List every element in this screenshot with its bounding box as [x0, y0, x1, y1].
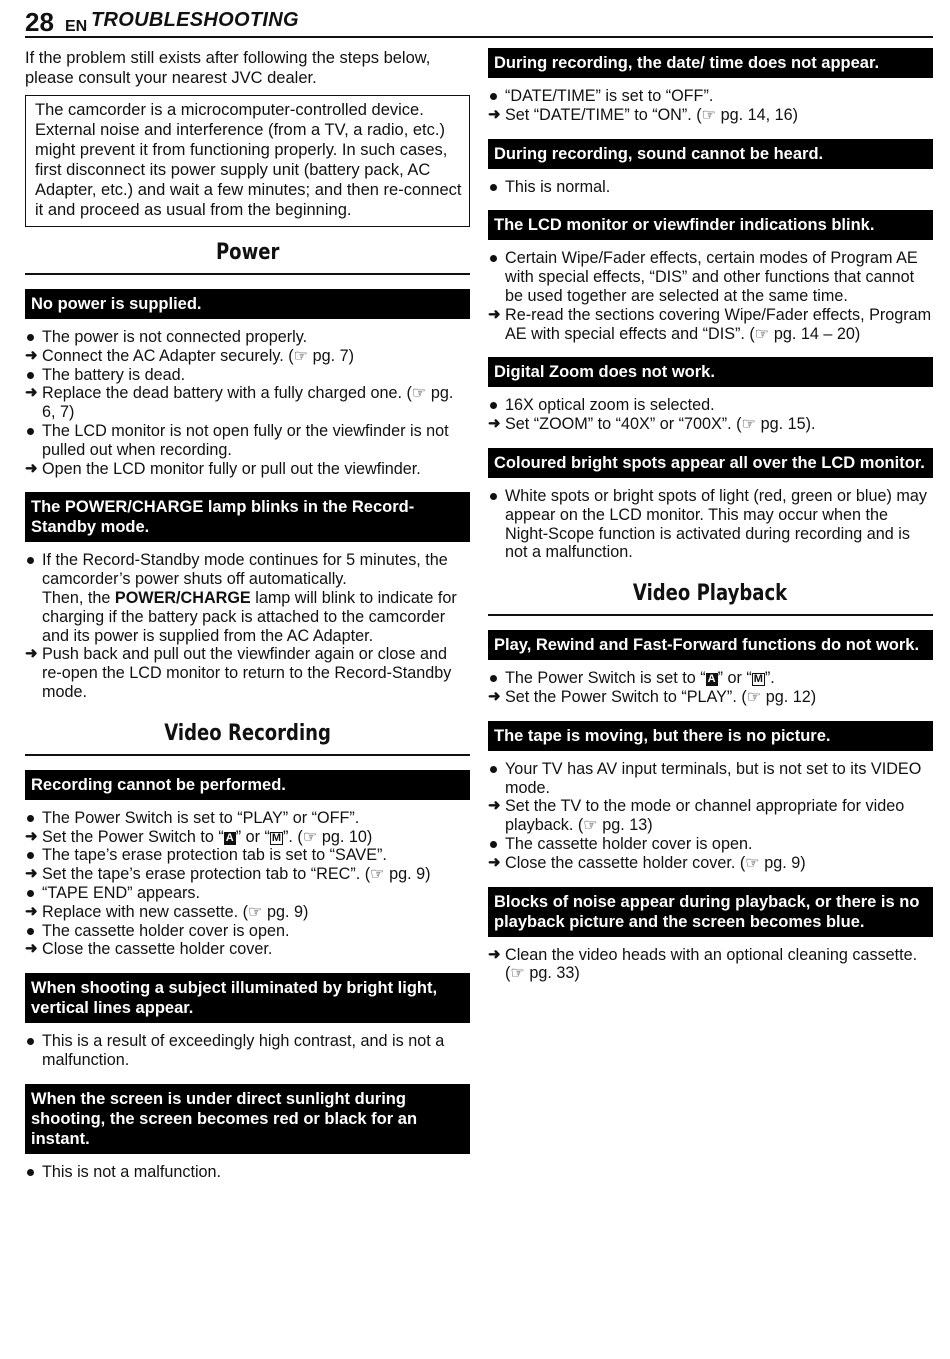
arrow-icon: ➜ — [488, 945, 501, 963]
problem-heading: Blocks of noise appear during playback, or there is no playback picture and the screen becomes blue. — [488, 887, 933, 937]
section-title: Video Playback — [633, 581, 788, 607]
problem-list — [488, 669, 933, 707]
bullet-icon — [27, 557, 34, 564]
arrow-icon: ➜ — [488, 797, 501, 815]
arrow-icon: ➜ — [488, 853, 501, 871]
remedy-item: ➜ Set the tape’s erase protection tab to “REC”. (☞ pg. 9) — [25, 865, 431, 884]
problem-list — [25, 809, 470, 959]
remedy-item: ➜ Close the cassette holder cover. (☞ pg. 9) — [488, 853, 806, 872]
remedy-item: ➜ Clean the video heads with an optional cleaning cassette. (☞ pg. 33) — [488, 945, 918, 983]
manual-mode-icon: M — [271, 831, 282, 844]
problem-list — [488, 178, 933, 197]
lamp-name: POWER/CHARGE — [114, 588, 251, 607]
remedy-item: ➜ Set “ZOOM” to “40X” or “700X”. (☞ pg. 15). — [488, 415, 816, 434]
arrow-icon: ➜ — [25, 384, 38, 402]
cause-item: The Power Switch is set to “ A ” or “ M ”. — [488, 669, 933, 688]
section-heading: TROUBLESHOOTING — [91, 9, 299, 31]
cause-item: This is not a malfunction. — [25, 1163, 470, 1182]
bullet-icon — [27, 428, 34, 435]
arrow-icon: ➜ — [25, 940, 38, 958]
page-number: 28 — [25, 7, 54, 37]
problem-heading: During recording, the date/ time does not appear. — [488, 48, 933, 78]
problem-heading: Play, Rewind and Fast-Forward functions do not work. — [488, 630, 933, 660]
bullet-icon — [27, 890, 34, 897]
section-title: Power — [215, 240, 280, 265]
remedy-item: ➜ Set “DATE/TIME” to “ON”. (☞ pg. 14, 16) — [488, 105, 799, 124]
bullet-icon — [27, 1038, 34, 1045]
arrow-icon: ➜ — [25, 645, 38, 663]
arrow-icon: ➜ — [488, 415, 501, 433]
remedy-item: ➜ Set the Power Switch to “ A ” or “ M ”. (☞ pg. 10) — [25, 827, 373, 846]
cause-item: The tape’s erase protection tab is set to “SAVE”. — [25, 846, 470, 865]
problem-heading: The tape is moving, but there is no picture. — [488, 721, 933, 751]
auto-mode-icon: A — [225, 831, 234, 844]
bullet-icon — [490, 184, 497, 191]
problem-list — [488, 487, 933, 562]
problem-list — [25, 551, 470, 701]
arrow-icon: ➜ — [488, 687, 501, 705]
bullet-icon — [27, 928, 34, 935]
problem-heading: Recording cannot be performed. — [25, 770, 470, 800]
bullet-icon — [490, 93, 497, 100]
section-power — [25, 235, 470, 275]
problem-list — [25, 1032, 470, 1070]
bullet-icon — [27, 334, 34, 341]
arrow-icon: ➜ — [25, 902, 38, 920]
arrow-icon: ➜ — [25, 459, 38, 477]
problem-list — [488, 249, 933, 343]
problem-list — [25, 1163, 470, 1182]
cause-item: “DATE/TIME” is set to “OFF”. — [488, 87, 933, 106]
problem-heading: When the screen is under direct sunlight during shooting, the screen becomes red or black for an instant. — [25, 1084, 470, 1154]
problem-heading: Coloured bright spots appear all over the LCD monitor. — [488, 448, 933, 478]
remedy-item: ➜ Connect the AC Adapter securely. (☞ pg. 7) — [25, 346, 355, 365]
bullet-icon — [490, 402, 497, 409]
cause-item: The cassette holder cover is open. — [25, 922, 470, 941]
cause-item: Certain Wipe/Fader effects, certain modes of Program AE with special effects, “DIS” and other functions that cannot be used together are selected at the same time. — [488, 249, 933, 305]
remedy-item: ➜ Close the cassette holder cover. — [25, 940, 273, 959]
left-column — [25, 48, 470, 1196]
arrow-icon: ➜ — [25, 827, 38, 845]
remedy-item: ➜ Push back and pull out the viewfinder again or close and re-open the LCD monitor to return to the Record-Standby mode. — [25, 645, 452, 701]
auto-mode-icon: A — [707, 673, 716, 686]
bullet-icon — [27, 815, 34, 822]
remedy-item: ➜ Replace the dead battery with a fully charged one. (☞ pg. 6, 7) — [25, 384, 454, 422]
section-title: Video Recording — [164, 720, 331, 746]
remedy-item: ➜ Set the TV to the mode or channel appropriate for video playback. (☞ pg. 13) — [488, 797, 905, 835]
cause-item: This is normal. — [488, 178, 933, 197]
problem-heading: During recording, sound cannot be heard. — [488, 139, 933, 169]
arrow-icon: ➜ — [25, 346, 38, 364]
arrow-icon: ➜ — [488, 105, 501, 123]
bullet-icon — [490, 766, 497, 773]
section-video-recording — [25, 716, 470, 756]
remedy-item: ➜ Set the Power Switch to “PLAY”. (☞ pg. 12) — [488, 687, 817, 706]
problem-list — [488, 946, 933, 984]
problem-list — [488, 87, 933, 125]
cause-item: “TAPE END” appears. — [25, 884, 470, 903]
language-code: EN — [65, 18, 88, 35]
bullet-icon — [27, 1169, 34, 1176]
cause-item: The Power Switch is set to “PLAY” or “OFF”. — [25, 809, 470, 828]
remedy-item: ➜ Re-read the sections covering Wipe/Fader effects, Program AE with special effects and “DIS”. (☞ pg. 14 – 20) — [488, 305, 932, 343]
cause-item: This is a result of exceedingly high contrast, and is not a malfunction. — [25, 1032, 470, 1070]
problem-heading: Digital Zoom does not work. — [488, 357, 933, 387]
cause-item: Your TV has AV input terminals, but is not set to its VIDEO mode. — [488, 760, 933, 798]
cause-item: White spots or bright spots of light (red, green or blue) may appear on the LCD monitor. This may occur when the Night-Scope function is activated during recording and is not a malfunction. — [488, 487, 933, 562]
cause-item: 16X optical zoom is selected. — [488, 396, 933, 415]
bullet-icon — [490, 493, 497, 500]
cause-item: The LCD monitor is not open fully or the viewfinder is not pulled out when recording. — [25, 422, 470, 460]
arrow-icon: ➜ — [25, 865, 38, 883]
bullet-icon — [27, 852, 34, 859]
problem-heading: The LCD monitor or viewfinder indications blink. — [488, 210, 933, 240]
bullet-icon — [490, 841, 497, 848]
intro-text: If the problem still exists after following the steps below, please consult your nearest JVC dealer. — [25, 49, 431, 87]
problem-list — [488, 396, 933, 434]
cause-item: The power is not connected properly. — [25, 328, 470, 347]
bullet-icon — [490, 675, 497, 682]
manual-mode-icon: M — [753, 673, 763, 686]
bullet-icon — [490, 255, 497, 262]
problem-heading: When shooting a subject illuminated by bright light, vertical lines appear. — [25, 973, 470, 1023]
remedy-item: ➜ Replace with new cassette. (☞ pg. 9) — [25, 902, 309, 921]
problem-heading: The POWER/CHARGE lamp blinks in the Record-Standby mode. — [25, 492, 470, 542]
problem-heading: No power is supplied. — [25, 289, 470, 319]
arrow-icon: ➜ — [488, 305, 501, 323]
notice-box: The camcorder is a microcomputer-controlled device. External noise and interference (from a TV, a radio, etc.) might prevent it from functioning properly. In such cases, first disconnect its power supply unit (battery pack, AC Adapter, etc.) and wait a few minutes; and then re-connect it and proceed as usual from the beginning. — [25, 95, 470, 227]
problem-list — [25, 328, 470, 478]
cause-item: The cassette holder cover is open. — [488, 835, 933, 854]
right-column — [488, 48, 933, 997]
remedy-item: ➜ Open the LCD monitor fully or pull out the viewfinder. — [25, 459, 421, 478]
cause-item: The battery is dead. — [25, 366, 470, 385]
bullet-icon — [27, 372, 34, 379]
page-header — [25, 6, 933, 38]
cause-item: If the Record-Standby mode continues for 5 minutes, the camcorder’s power shuts off automatically. Then, the POWER/CHARGE lamp will blink to indicate for charging if the battery pack is attached to the camcorder and its power is supplied from the AC Adapter. — [25, 551, 470, 645]
problem-list — [488, 760, 933, 873]
section-video-playback — [488, 576, 933, 616]
